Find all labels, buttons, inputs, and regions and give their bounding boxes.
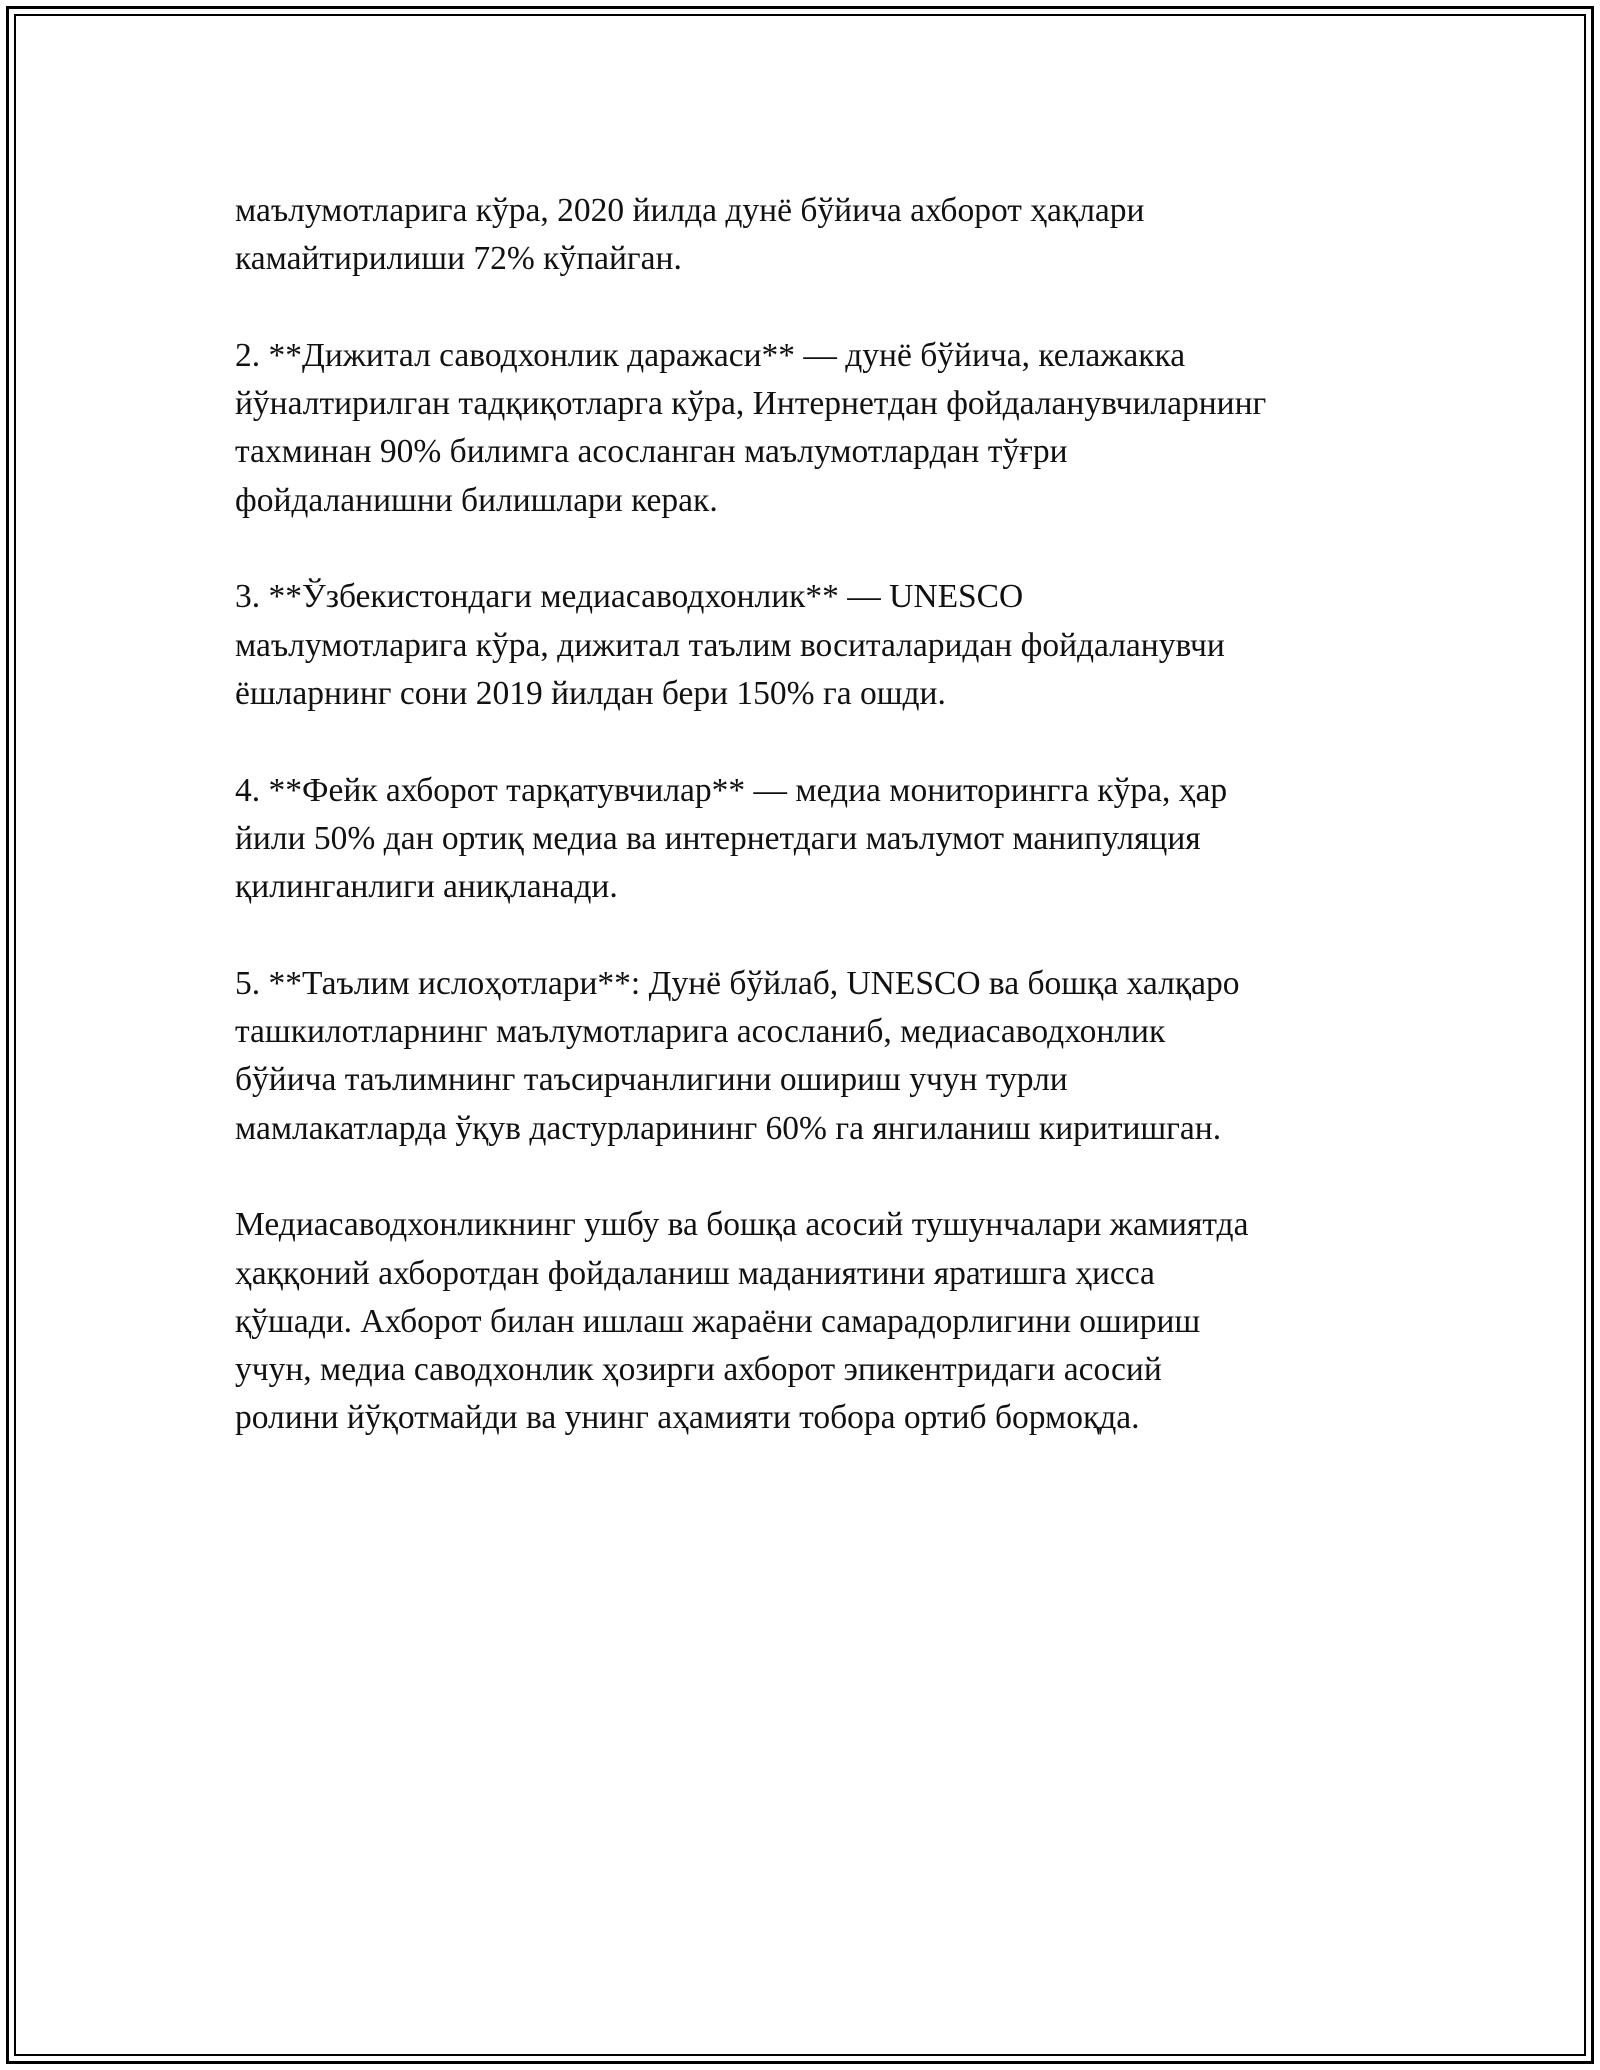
paragraph-conclusion: [235, 1201, 1415, 1442]
text-line: ташкилотларнинг маълумотларига асосланиб, медиасаводхонлик: [235, 1013, 1166, 1051]
paragraph-item-3: [235, 573, 1415, 718]
text-line: 2. **Дижитал саводхонлик даражаси** — дунё бўйича, келажакка: [235, 336, 1186, 374]
text-line: ролини йўқотмайди ва унинг аҳамияти тобора ортиб бормоқда.: [235, 1399, 1140, 1437]
text-line: ҳаққоний ахборотдан фойдаланиш маданиятини яратишга ҳисса: [235, 1254, 1155, 1292]
text-line: қилинганлиги аниқланади.: [235, 868, 618, 906]
text-line: маълумотларига кўра, 2020 йилда дунё бўйича ахборот ҳақлари: [235, 192, 1145, 229]
text-line: қўшади. Ахборот билан ишлаш жараёни самарадорлигини ошириш: [235, 1302, 1201, 1340]
text-line: камайтирилиши 72% кўпайган.: [235, 240, 682, 278]
text-line: маълумотларига кўра, дижитал таълим воситаларидан фойдаланувчи: [235, 626, 1225, 664]
text-line: ёшларнинг сони 2019 йилдан бери 150% га ошди.: [235, 674, 946, 712]
text-line: 5. **Таълим ислоҳотлари**: Дунё бўйлаб, UNESCO ва бошқа халқаро: [235, 964, 1240, 1002]
text-line: тахминан 90% билимга асосланган маълумотлардан тўғри: [235, 433, 1068, 471]
paragraph-item-5: [235, 960, 1415, 1153]
text-line: Медиасаводхонликнинг ушбу ва бошқа асосий тушунчалари жамиятда: [235, 1206, 1249, 1244]
text-line: 4. **Фейк ахборот тарқатувчилар** — медиа мониторингга кўра, ҳар: [235, 771, 1228, 809]
text-line: мамлакатларда ўқув дастурларининг 60% га янгиланиш киритишган.: [235, 1109, 1222, 1147]
paragraph-intro-continuation: [235, 187, 1415, 284]
text-line: 3. **Ўзбекистондаги медиасаводхонлик** — UNESCO: [235, 578, 1024, 616]
text-line: фойдаланишни билишлари керак.: [235, 481, 718, 519]
text-line: йили 50% дан ортиқ медиа ва интернетдаги маълумот манипуляция: [235, 819, 1201, 857]
paragraph-item-2: [235, 332, 1415, 525]
paragraph-item-4: [235, 767, 1415, 912]
document-body: [235, 187, 1415, 1491]
text-line: учун, медиа саводхонлик ҳозирги ахборот эпикентридаги асосий: [235, 1351, 1162, 1389]
text-line: бўйича таълимнинг таъсирчанлигини ошириш учун турли: [235, 1061, 1068, 1099]
text-line: йўналтирилган тадқиқотларга кўра, Интернетдан фойдаланувчиларнинг: [235, 385, 1267, 423]
